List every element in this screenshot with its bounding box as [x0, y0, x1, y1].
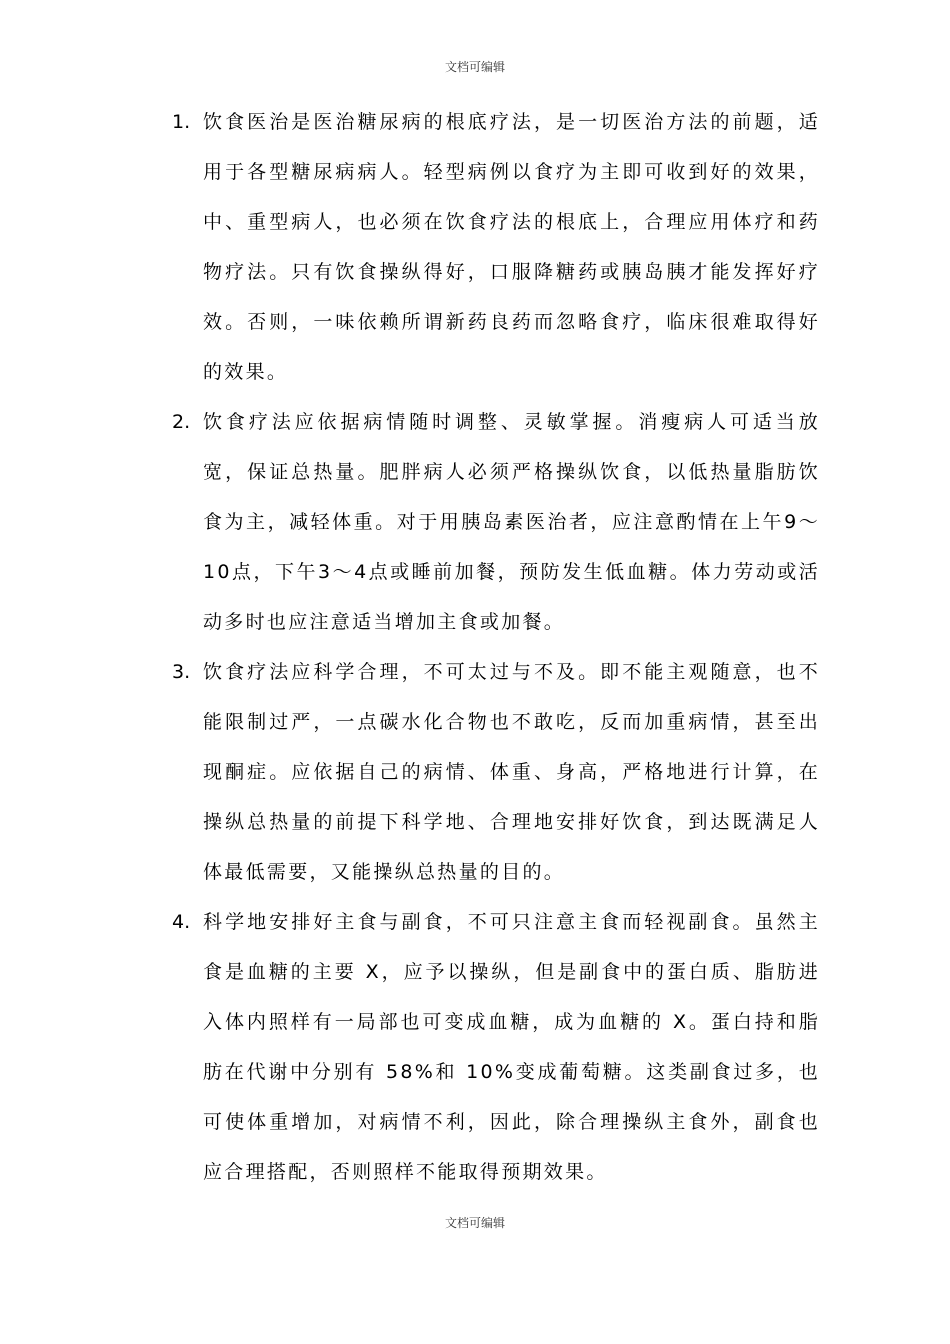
list-item-1 — [172, 97, 820, 397]
list-item-4 — [172, 897, 820, 1197]
item-text: 饮食医治是医治糖尿病的根底疗法，是一切医治方法的前题，适用于各型糖尿病病人。轻型病例以食疗为主即可收到好的效果，中、重型病人，也必须在饮食疗法的根底上，合理应用体疗和药物疗法。只有饮食操纵得好，口服降糖药或胰岛胰才能发挥好疗效。否则，一味依赖所谓新药良药而忽略食疗，临床很难取得好的效果。 — [203, 111, 820, 383]
item-text: 科学地安排好主食与副食，不可只注意主食而轻视副食。虽然主食是血糖的主要 X，应予以操纵，但是副食中的蛋白质、脂肪进入体内照样有一局部也可变成血糖，成为血糖的 X。蛋白持和脂肪在代谢中分别有 58%和 10%变成葡萄糖。这类副食过多，也可使体重增加，对病情不利，因此，除合理操纵主食外，副食也应合理搭配，否则照样不能取得预期效果。 — [203, 911, 820, 1183]
list-item-3 — [172, 647, 820, 897]
item-number: 2. — [172, 411, 191, 433]
item-number: 4. — [172, 911, 191, 933]
page-header: 文档可编辑 — [444, 60, 505, 74]
item-text: 饮食疗法应科学合理，不可太过与不及。即不能主观随意，也不能限制过严，一点碳水化合物也不敢吃，反而加重病情，甚至出现酮症。应依据自己的病情、体重、身高，严格地进行计算，在操纵总热量的前提下科学地、合理地安排好饮食，到达既满足人体最低需要，又能操纵总热量的目的。 — [203, 661, 820, 883]
item-number: 3. — [172, 661, 191, 683]
list-item-2 — [172, 397, 820, 647]
item-number: 1. — [172, 111, 191, 133]
page-footer: 文档可编辑 — [444, 1216, 505, 1230]
document-body — [172, 97, 820, 1197]
item-text: 饮食疗法应依据病情随时调整、灵敏掌握。消瘦病人可适当放宽，保证总热量。肥胖病人必须严格操纵饮食，以低热量脂肪饮食为主，减轻体重。对于用胰岛素医治者，应注意酌情在上午9～10点，下午3～4点或睡前加餐，预防发生低血糖。体力劳动或活动多时也应注意适当增加主食或加餐。 — [203, 411, 820, 633]
